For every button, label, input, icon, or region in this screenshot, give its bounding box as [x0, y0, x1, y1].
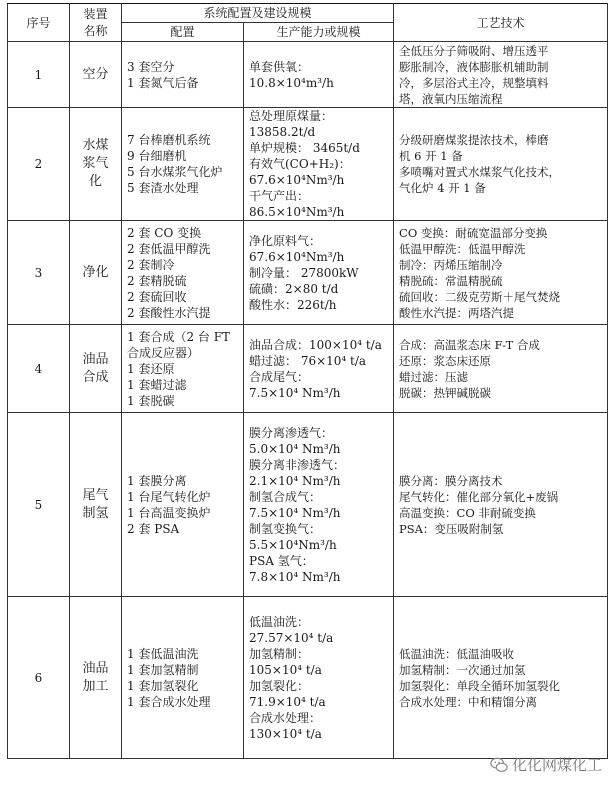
- cell-config-line: 1 套加氢裂化: [127, 678, 199, 693]
- unit-text: 油品加工: [82, 660, 109, 694]
- cell-config-line: 1 台高温变换炉: [127, 505, 211, 520]
- cell-config-line: 2 套硫回收: [127, 289, 187, 304]
- cell-capacity-line: 总处理原煤量：: [249, 109, 334, 123]
- cell-capacity-line: 130×10⁴ t/a: [249, 726, 322, 741]
- cell-capacity-line: 86.5×10⁴Nm³/h: [249, 205, 345, 219]
- header-config: 配置: [122, 23, 244, 42]
- cell-config-line: 1 套还原: [127, 361, 175, 376]
- cell-capacity-line: 7.5×10⁴ Nm³/h: [249, 385, 341, 400]
- table-row: [8, 597, 608, 759]
- cell-capacity-line: 油品合成：100×10⁴ t/a: [249, 337, 382, 352]
- cell-tech-line: 膜分离：膜分离技术: [399, 473, 503, 488]
- cell-capacity-line: 105×10⁴ t/a: [249, 662, 322, 677]
- header-system: 系统配置及建设规模: [122, 4, 394, 23]
- cell-unit: [70, 221, 122, 325]
- cell-tech-line: 气化炉 4 开 1 备: [399, 181, 486, 195]
- cell-capacity-line: 膜分离非渗透气：: [249, 457, 346, 472]
- cell-tech-line: 分级研磨煤浆提浓技术，棒磨: [399, 133, 549, 147]
- cell-capacity-line: 膜分离渗透气：: [249, 425, 334, 440]
- cell-capacity-line: 加氢裂化：: [249, 678, 310, 693]
- header-capacity: 生产能力或规模: [244, 23, 394, 42]
- cell-tech-line: 酸性水汽提：两塔汽提: [399, 305, 515, 320]
- cell-tech: [394, 325, 608, 413]
- unit-text: 水煤浆气化: [82, 138, 109, 189]
- cell-config-line: 2 套制冷: [127, 257, 175, 272]
- cell-tech: [394, 413, 608, 597]
- cell-tech-line: 还原：浆态床还原: [399, 353, 492, 368]
- cell-config-line: 2 套低温甲醇洗: [127, 241, 211, 256]
- cell-tech-line: 塔，液氧内压缩流程: [399, 91, 503, 106]
- cell-capacity-line: 净化原料气：: [249, 233, 322, 248]
- cell-capacity: [244, 221, 394, 325]
- cell-config-line: 1 套低温油洗: [127, 646, 199, 661]
- header-unit: [70, 4, 122, 42]
- process-table: [7, 3, 608, 759]
- seq-text: 5: [34, 497, 43, 512]
- cell-unit: [70, 325, 122, 413]
- cell-unit: [70, 108, 122, 221]
- cell-capacity-line: 5.0×10⁴ Nm³/h: [249, 441, 341, 456]
- cell-config-line: 1 套合成（2 台 FT: [127, 329, 231, 344]
- cell-capacity-line: 制冷量： 27800kW: [249, 265, 359, 280]
- cell-capacity-line: 单炉规模： 3465t/d: [249, 141, 360, 155]
- cell-capacity-line: 27.57×10⁴ t/a: [249, 630, 334, 645]
- cell-tech-line: PSA：变压吸附制氢: [399, 521, 504, 536]
- seq-text: 4: [34, 361, 43, 376]
- cell-unit: [70, 597, 122, 759]
- cell-capacity-line: 13858.2t/d: [249, 125, 316, 139]
- watermark: [490, 754, 602, 775]
- cell-capacity-line: PSA 氢气：: [249, 553, 314, 568]
- cell-config-line: 1 套合成水处理: [127, 694, 211, 709]
- cell-seq: [8, 413, 70, 597]
- cell-capacity: [244, 42, 394, 108]
- cell-tech-line: 冷，多层浴式主冷，规整填料: [399, 75, 549, 90]
- cell-config-line: 1 套脱碳: [127, 393, 175, 408]
- cell-capacity-line: 硫磺：2×80 t/d: [249, 281, 339, 296]
- seq-text: 3: [34, 265, 43, 280]
- cell-capacity-line: 酸性水：226t/h: [249, 297, 337, 312]
- cell-config: [122, 597, 244, 759]
- cell-tech-line: 尾气转化：催化部分氧化+废锅: [399, 489, 559, 504]
- cell-tech: [394, 42, 608, 108]
- unit-text: 净化: [82, 264, 109, 280]
- cell-tech-line: 低温油洗：低温油吸收: [399, 646, 515, 661]
- cell-config-line: 3 套空分: [127, 59, 175, 74]
- table-row: [8, 413, 608, 597]
- cell-tech-line: 加氢精制：一次通过加氢: [399, 662, 526, 677]
- cell-capacity-line: 干气产出：: [249, 189, 310, 203]
- cell-capacity-line: 合成尾气：: [249, 369, 310, 384]
- table-row: [8, 221, 608, 325]
- cell-capacity-line: 71.9×10⁴ t/a: [249, 694, 326, 709]
- header-seq: 序号: [8, 4, 70, 42]
- cell-tech-line: 制冷：丙烯压缩制冷: [399, 257, 503, 272]
- cell-capacity: [244, 597, 394, 759]
- cell-config-line: 1 套加氢精制: [127, 662, 199, 677]
- cell-unit: [70, 413, 122, 597]
- cell-config-line: 2 套 PSA: [127, 521, 180, 536]
- cell-capacity-line: 蜡过滤： 76×10⁴ t/a: [249, 353, 367, 368]
- cell-tech-line: 硫回收：二级克劳斯＋尾气焚烧: [399, 289, 561, 304]
- cell-capacity-line: 加氢精制：: [249, 646, 310, 661]
- cell-capacity-line: 2.1×10⁴ Nm³/h: [249, 473, 341, 488]
- cell-tech-line: 合成：高温浆态床 F-T 合成: [399, 337, 540, 352]
- cell-unit: [70, 42, 122, 108]
- cell-config: [122, 413, 244, 597]
- table-row: [8, 42, 608, 108]
- cell-config-line: 7 台棒磨机系统: [127, 133, 211, 147]
- cell-tech-line: 合成水处理：中和精馏分离: [399, 694, 538, 709]
- wechat-icon: [490, 756, 508, 774]
- cell-config: [122, 325, 244, 413]
- cell-tech: [394, 221, 608, 325]
- cell-config-line: 1 台尾气转化炉: [127, 489, 211, 504]
- cell-config-line: 5 台水煤浆气化炉: [127, 165, 223, 179]
- cell-config-line: 1 套蜡过滤: [127, 377, 187, 392]
- table-row: [8, 108, 608, 221]
- seq-text: 2: [34, 157, 43, 171]
- cell-seq: [8, 325, 70, 413]
- cell-capacity-line: 5.5×10⁴Nm³/h: [249, 537, 337, 552]
- cell-tech-line: 加氢裂化：单段全循环加氢裂化: [399, 678, 561, 693]
- cell-tech-line: 低温甲醇洗：低温甲醇洗: [399, 241, 526, 256]
- cell-tech-line: 机 6 开 1 备: [399, 149, 463, 163]
- cell-config: [122, 42, 244, 108]
- cell-config-line: 2 套精脱硫: [127, 273, 187, 288]
- cell-capacity-line: 制氢变换气：: [249, 521, 322, 536]
- cell-capacity-line: 制氢合成气：: [249, 489, 322, 504]
- header-tech: 工艺技术: [394, 4, 608, 42]
- cell-capacity-line: 67.6×10⁴Nm³/h: [249, 249, 345, 264]
- cell-tech-line: 精脱硫：常温精脱硫: [399, 273, 503, 288]
- cell-capacity-line: 合成水处理：: [249, 710, 322, 725]
- watermark-text: 化化网煤化工: [511, 756, 602, 774]
- header-unit-text: 装置名称: [83, 6, 108, 38]
- unit-text: 空分: [82, 66, 109, 82]
- cell-tech: [394, 108, 608, 221]
- unit-text: 油品合成: [82, 351, 109, 385]
- cell-capacity-line: 低温油洗：: [249, 614, 310, 629]
- table-row: [8, 325, 608, 413]
- cell-config-line: 合成反应器）: [127, 345, 200, 360]
- cell-capacity-line: 7.5×10⁴ Nm³/h: [249, 505, 341, 520]
- cell-capacity: [244, 413, 394, 597]
- cell-config: [122, 221, 244, 325]
- seq-text: 6: [34, 670, 43, 685]
- cell-capacity-line: 10.8×10⁴m³/h: [249, 75, 334, 90]
- cell-tech-line: 多喷嘴对置式水煤浆气化技术，: [399, 165, 561, 179]
- cell-seq: [8, 221, 70, 325]
- cell-config-line: 2 套 CO 变换: [127, 225, 202, 240]
- seq-text: 1: [34, 67, 43, 82]
- cell-tech: [394, 597, 608, 759]
- cell-seq: [8, 42, 70, 108]
- cell-seq: [8, 108, 70, 221]
- cell-seq: [8, 597, 70, 759]
- cell-tech-line: CO 变换：耐硫宽温部分变换: [399, 225, 548, 240]
- cell-config: [122, 108, 244, 221]
- cell-capacity-line: 单套供氧：: [249, 59, 310, 74]
- cell-config-line: 5 套渣水处理: [127, 181, 199, 195]
- cell-config-line: 9 台细磨机: [127, 149, 187, 163]
- cell-config-line: 1 套膜分离: [127, 473, 187, 488]
- unit-text: 尾气制氢: [82, 487, 109, 521]
- cell-tech-line: 高温变换：CO 非耐硫变换: [399, 505, 536, 520]
- cell-tech-line: 蜡过滤：压滤: [399, 369, 469, 384]
- cell-config-line: 2 套酸性水汽提: [127, 305, 211, 320]
- cell-capacity: [244, 325, 394, 413]
- cell-tech-line: 全低压分子筛吸附、增压透平: [399, 43, 549, 58]
- cell-capacity: [244, 108, 394, 221]
- cell-tech-line: 脱碳：热钾碱脱碳: [399, 385, 492, 400]
- cell-capacity-line: 有效气(CO+H₂)：: [249, 157, 351, 171]
- cell-tech-line: 膨胀制冷，液体膨胀机辅助制: [399, 59, 549, 74]
- cell-config-line: 1 套氮气后备: [127, 75, 199, 90]
- cell-capacity-line: 67.6×10⁴Nm³/h: [249, 173, 345, 187]
- cell-capacity-line: 7.8×10⁴ Nm³/h: [249, 569, 341, 584]
